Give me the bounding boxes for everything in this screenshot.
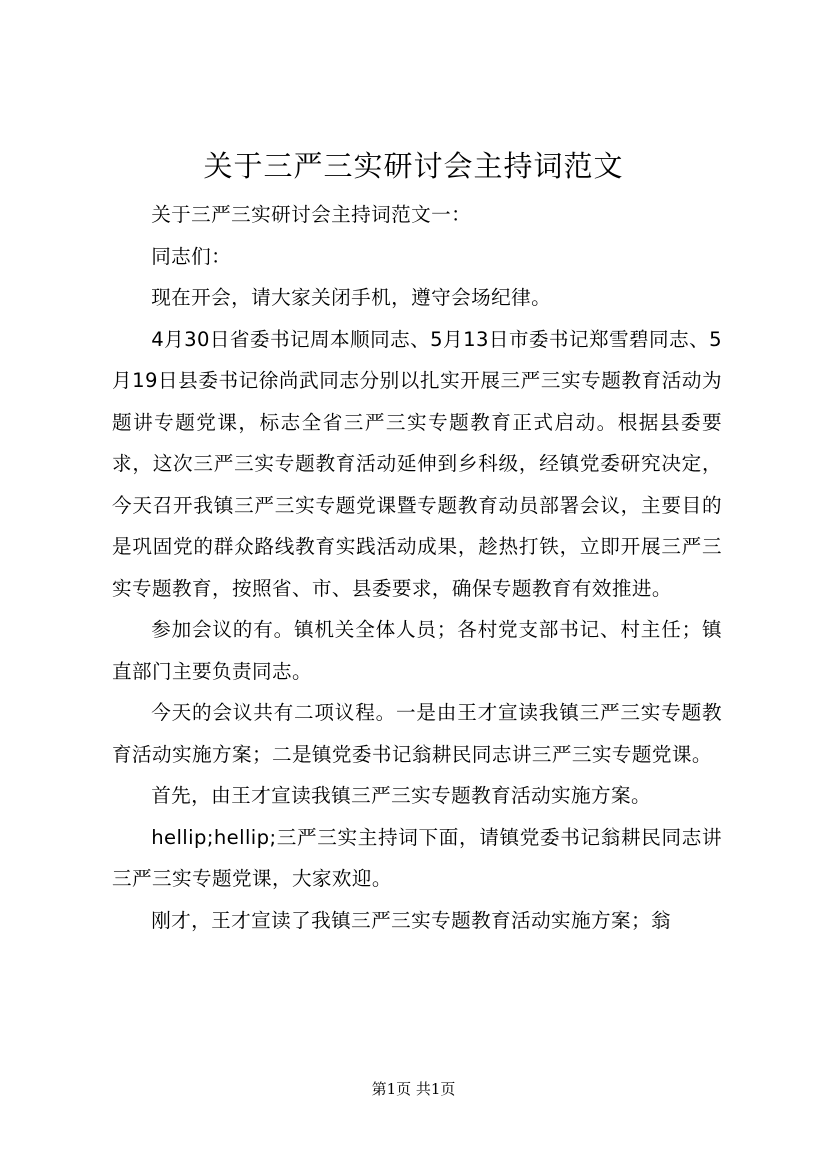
paragraph: 4月30日省委书记周本顺同志、5月13日市委书记郑雪碧同志、5月19日县委书记徐尚武同志分别以扎实开展三严三实专题教育活动为题讲专题党课，标志全省三严三实专题教育正式启动。根据县委要求，这次三严三实专题教育活动延伸到乡科级，经镇党委研究决定，今天召开我镇三严三实专题党课暨专题教育动员部署会议，主要目的是巩固党的群众路线教育实践活动成果，趁热打铁，立即开展三严三实专题教育，按照省、市、县委要求，确保专题教育有效推进。 [112, 327, 722, 600]
document-body [112, 194, 722, 941]
paragraph: 关于三严三实研讨会主持词范文一： [151, 203, 472, 226]
paragraph: hellip;hellip;三严三实主持词下面，请镇党委书记翁耕民同志讲三严三实专题党课，大家欢迎。 [112, 825, 722, 890]
document-title: 关于三严三实研讨会主持词范文 [203, 149, 624, 183]
page-number-footer: 第1页 共1页 [371, 1080, 456, 1098]
paragraph: 现在开会，请大家关闭手机，遵守会场纪律。 [151, 286, 552, 309]
paragraph: 今天的会议共有二项议程。一是由王才宣读我镇三严三实专题教育活动实施方案；二是镇党委书记翁耕民同志讲三严三实专题党课。 [112, 701, 722, 766]
paragraph: 同志们： [151, 244, 232, 268]
paragraph: 首先，由王才宣读我镇三严三实专题教育活动实施方案。 [151, 784, 652, 807]
paragraph: 刚才，王才宣读了我镇三严三实专题教育活动实施方案；翁 [151, 908, 672, 932]
paragraph: 参加会议的有。镇机关全体人员；各村党支部书记、村主任；镇直部门主要负责同志。 [112, 618, 722, 683]
